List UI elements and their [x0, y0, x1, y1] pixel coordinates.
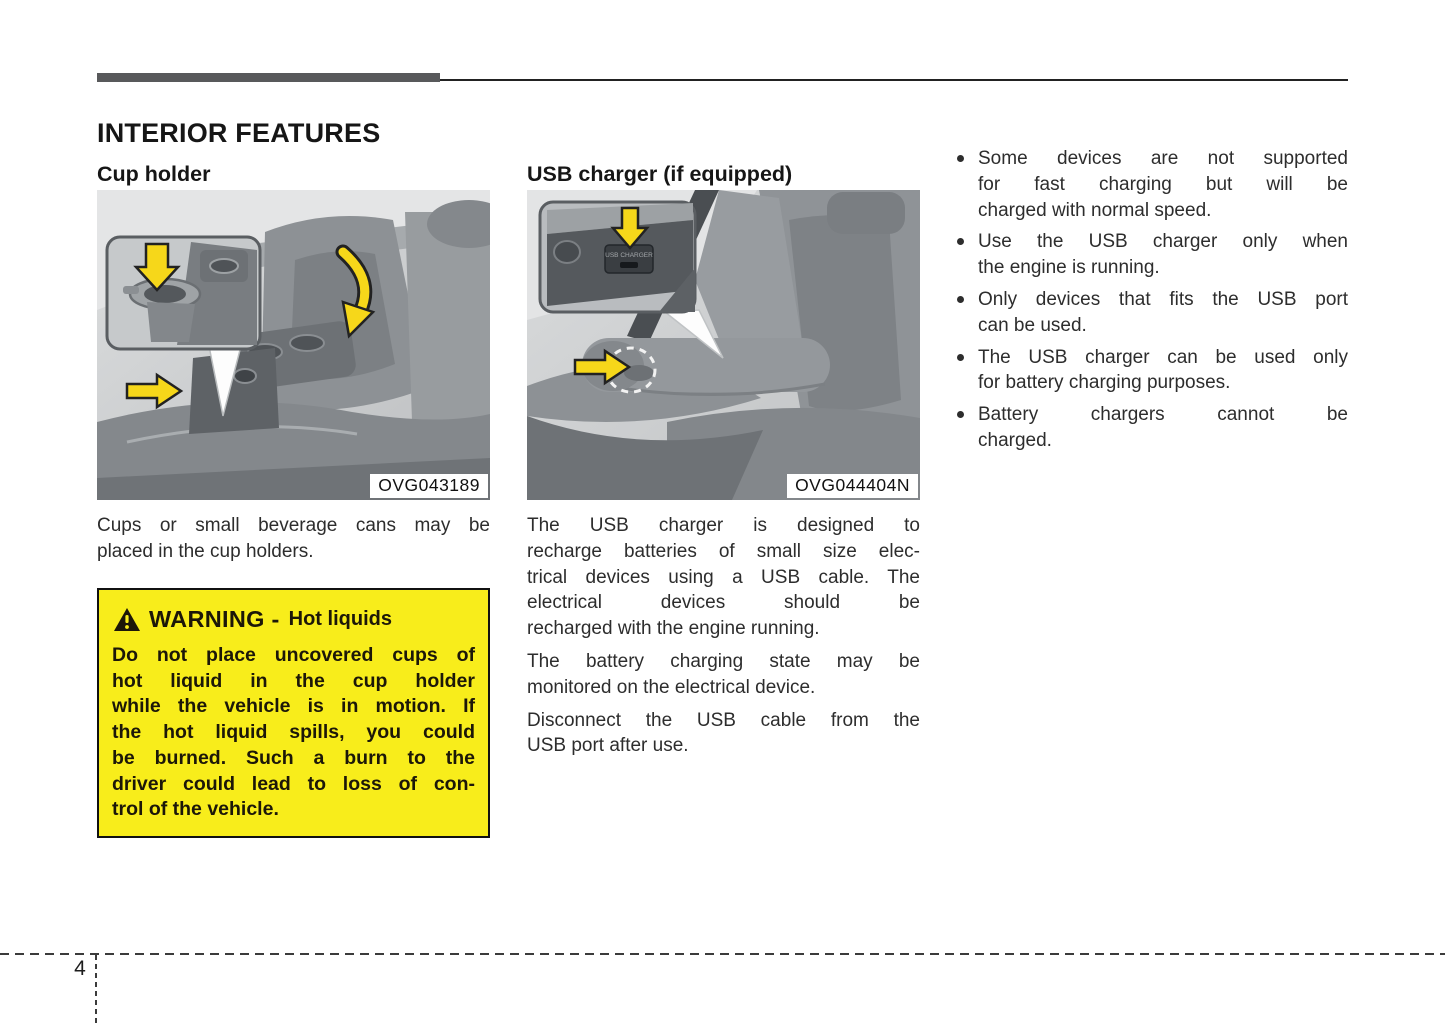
cup-holder-illustration	[97, 190, 490, 500]
footer-vertical-dashed-rule	[95, 955, 97, 1026]
warning-body: Do not place uncovered cups of hot liquid in the cup holder while the vehicle is in motion. If the hot liquid spills, you could be burned. Such a burn to the driver could lead to loss of con- trol of the vehicle.	[112, 644, 475, 821]
warning-subtitle: Hot liquids	[288, 608, 392, 630]
warning-triangle-icon	[114, 608, 140, 631]
cup-recess-2	[290, 335, 324, 351]
warning-box	[97, 588, 490, 838]
cup-holder-paragraph: Cups or small beverage cans may be placed in the cup holders.	[97, 515, 490, 562]
figure-caption: OVG043189	[370, 474, 488, 498]
bullet-icon	[957, 411, 964, 418]
cup-holder-callout	[107, 237, 260, 349]
usb-charger-text-column	[527, 513, 920, 766]
warning-header	[114, 606, 475, 633]
bullet-icon	[957, 238, 964, 245]
header-rule	[440, 79, 1348, 81]
usb-port-label: USB CHARGER	[605, 252, 653, 259]
cup-holder-tab	[123, 286, 139, 294]
page-title: INTERIOR FEATURES	[97, 118, 381, 149]
cup-holder-base	[147, 302, 195, 342]
bullet-text: Battery chargers cannot be charged.	[978, 404, 1348, 451]
cup-holder-figure	[97, 190, 490, 500]
list-item	[955, 146, 1348, 223]
cup-holder-text-column	[97, 513, 490, 572]
console-knob	[554, 241, 580, 263]
list-item	[955, 287, 1348, 339]
usb-charger-figure	[527, 190, 920, 500]
bullet-icon	[957, 354, 964, 361]
headrest	[827, 192, 905, 234]
callout-switch	[210, 259, 238, 273]
usb-port-callout	[540, 202, 695, 312]
bullet-icon	[957, 155, 964, 162]
bullet-text: The USB charger can be used only for battery charging purposes.	[978, 346, 1348, 394]
usb-paragraph-2: The battery charging state may be monitored on the electrical device.	[527, 650, 920, 698]
list-item	[955, 229, 1348, 281]
usb-paragraph-3: Disconnect the USB cable from the USB port after use.	[527, 709, 920, 757]
figure-caption: OVG044404N	[787, 474, 918, 498]
usb-charger-illustration	[527, 190, 920, 500]
cup-holder-heading: Cup holder	[97, 161, 211, 186]
page-number: 4	[74, 957, 86, 980]
usb-charger-heading: USB charger (if equipped)	[527, 161, 793, 186]
bullet-text: Only devices that fits the USB port can be used.	[978, 288, 1348, 336]
usb-paragraph-1: The USB charger is designed to recharge batteries of small size elec- trical devices using a USB cable. The electrical devices should be recharged with the engine running.	[527, 515, 920, 640]
bullet-icon	[957, 296, 964, 303]
bullet-text: Use the USB charger only when the engine is running.	[978, 231, 1348, 279]
notes-column	[955, 146, 1348, 460]
list-item	[955, 345, 1348, 397]
warning-label: WARNING -	[149, 606, 280, 632]
console-switch	[234, 369, 256, 383]
footer-dashed-rule	[0, 953, 1445, 955]
usb-socket	[620, 262, 638, 268]
usb-port	[605, 245, 653, 273]
header-bar	[97, 73, 440, 82]
cup-holder-hole	[144, 285, 186, 303]
bullet-text: Some devices are not supported for fast charging but will be charged with normal speed.	[978, 148, 1348, 221]
list-item	[955, 402, 1348, 454]
usb-notes-list	[955, 146, 1348, 454]
